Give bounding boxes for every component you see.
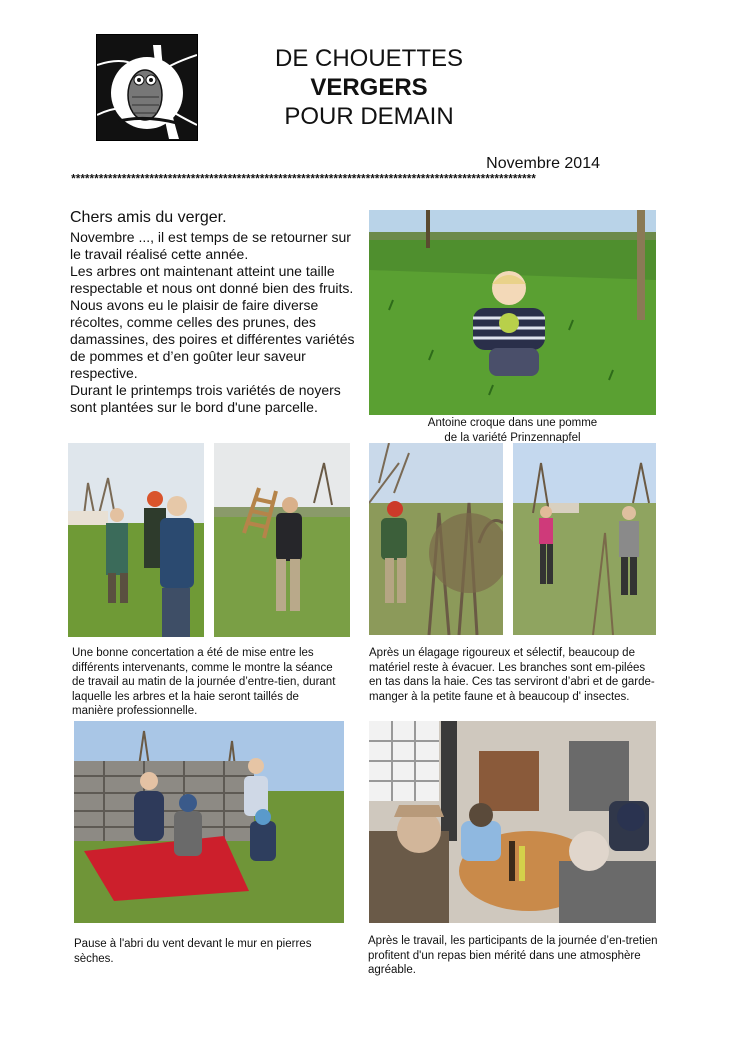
title-line-1: DE CHOUETTES xyxy=(274,45,463,72)
caption-child-apple xyxy=(369,416,656,445)
title-line-2: VERGERS xyxy=(310,74,428,101)
newsletter-title xyxy=(240,44,498,131)
intro-paragraph-3: Durant le printemps trois variétés de noyers sont plantées sur le bord d'une parcelle. xyxy=(70,382,341,415)
intro-text xyxy=(70,229,355,416)
caption-repas: Après le travail, les participants de la journée d’en-tretien profitent d'un repas bien mérité dans une atmosphère agréable. xyxy=(368,935,658,976)
caption-concertation: Une bonne concertation a été de mise entre les différents intervenants, comme le montre la séance de travail au matin de la journée d’entre-tien, durant laquelle les arbres et la haie seront taillés de manière professionnelle. xyxy=(72,647,336,717)
photo-clearing-branches xyxy=(513,443,656,635)
caption-pause: Pause à l'abri du vent devant le mur en pierres sèches. xyxy=(74,938,312,965)
photo-man-ladder xyxy=(214,443,350,637)
photo-work-meeting xyxy=(68,443,204,637)
intro-paragraph-1: Novembre ..., il est temps de se retourner sur le travail réalisé cette année. xyxy=(70,229,351,262)
owl-logo-icon xyxy=(96,34,198,141)
caption-child-apple-line-1: Antoine croque dans une pomme xyxy=(427,417,598,429)
issue-date: Novembre 2014 xyxy=(486,155,600,172)
photo-hedge-pruning xyxy=(369,443,503,635)
intro-heading: Chers amis du verger. xyxy=(70,209,227,226)
photo-child-apple xyxy=(369,210,656,415)
title-line-3: POUR DEMAIN xyxy=(284,103,454,130)
caption-child-apple-line-2: de la variété Prinzennapfel xyxy=(444,431,581,444)
photo-lunch-indoors xyxy=(369,721,656,923)
intro-paragraph-2: Les arbres ont maintenant atteint une taille respectable et nous ont donné bien des fruits. Nous avons eu le plaisir de faire diverse récoltes, comme celles des prunes, des damassines, des poires et différentes variétés de pommes et d’en goûter leur saveur respective. xyxy=(70,263,355,381)
caption-elagage: Après un élagage rigoureux et sélectif, beaucoup de matériel reste à évacuer. Les branches sont em-pilées en tas dans la haie. Ces tas serviront d’abri et de garde-manger à la petite faune et à beaucoup d' insectes. xyxy=(369,647,655,703)
star-separator: ***************************************************************************************************** xyxy=(70,174,535,187)
photo-picnic-stone-wall xyxy=(74,721,344,923)
